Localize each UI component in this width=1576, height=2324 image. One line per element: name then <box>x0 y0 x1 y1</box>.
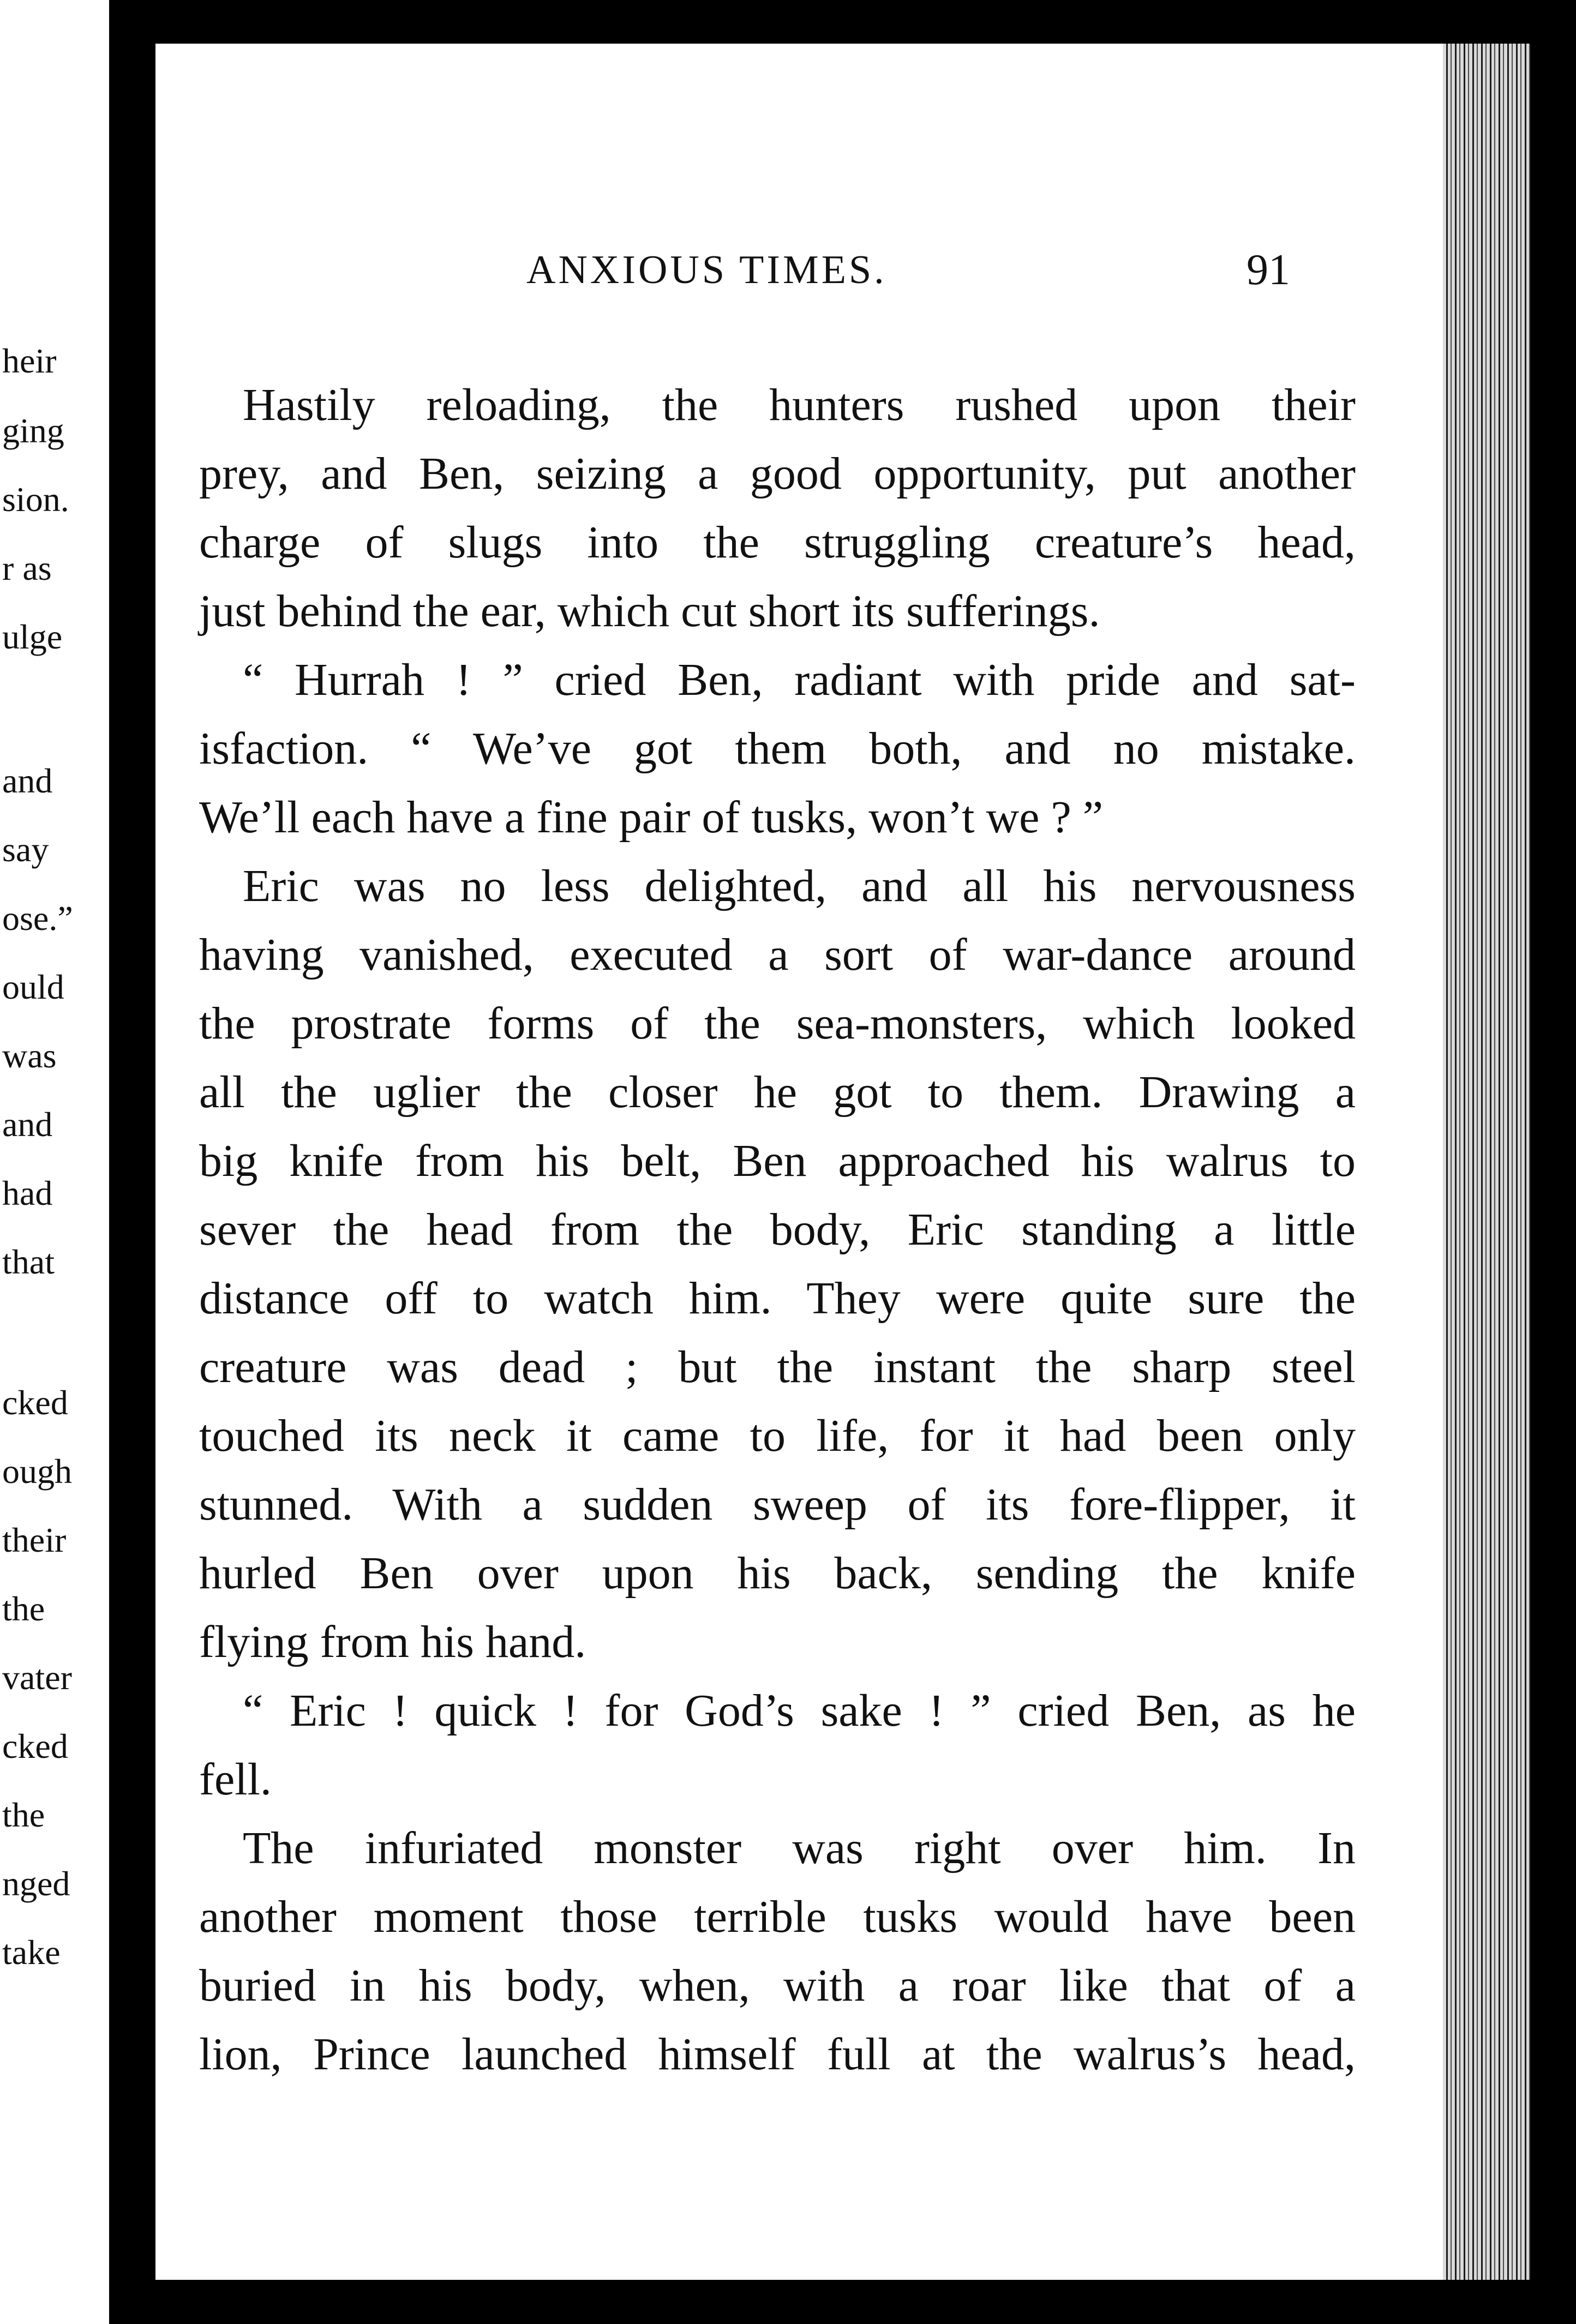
text-line: big knife from his belt, Ben approached his walrus to <box>199 1136 1356 1186</box>
text-line: hurled Ben over upon his back, sending the knife <box>199 1548 1356 1599</box>
running-head <box>155 240 1443 300</box>
text-line: having vanished, executed a sort of war-dance around <box>199 929 1356 980</box>
fragment-line: heir <box>2 341 57 380</box>
text-line: We’ll each have a fine pair of tusks, won’t we ? ” <box>199 792 1104 843</box>
fragment-line: cked <box>2 1383 68 1422</box>
text-line: isfaction. “ We’ve got them both, and no mistake. <box>199 723 1356 774</box>
binding-gutter <box>109 0 155 2324</box>
facing-page-fragment <box>0 0 109 2324</box>
text-line: buried in his body, when, with a roar like that of a <box>199 1960 1356 2011</box>
text-line: “ Hurrah ! ” cried Ben, radiant with pride and sat- <box>243 654 1356 705</box>
text-line: distance off to watch him. They were quite sure the <box>199 1273 1356 1324</box>
fragment-line: sion. <box>2 480 69 519</box>
text-line: flying from his hand. <box>199 1617 586 1667</box>
fragment-line: that <box>2 1242 55 1281</box>
fragment-line: the <box>2 1795 45 1834</box>
fragment-line: take <box>2 1933 61 1972</box>
text-line: lion, Prince launched himself full at the walrus’s head, <box>199 2029 1356 2080</box>
text-line: all the uglier the closer he got to them. Drawing a <box>199 1067 1356 1118</box>
text-line: touched its neck it came to life, for it had been only <box>199 1410 1356 1461</box>
fragment-line: ging <box>2 411 64 450</box>
text-line: stunned. With a sudden sweep of its fore-flipper, it <box>199 1479 1356 1530</box>
fragment-line: and <box>2 1105 53 1144</box>
text-line: fell. <box>199 1754 272 1805</box>
running-title: ANXIOUS TIMES. <box>526 248 887 292</box>
fragment-line: was <box>2 1036 57 1075</box>
text-line: Hastily reloading, the hunters rushed upon their <box>243 380 1356 430</box>
fragment-line: had <box>2 1174 53 1212</box>
fragment-line: vater <box>2 1658 72 1697</box>
text-line: Eric was no less delighted, and all his nervousness <box>243 861 1356 911</box>
text-line: the prostrate forms of the sea-monsters, which looked <box>199 998 1356 1049</box>
scan-border-bottom <box>109 2280 1576 2324</box>
fragment-line: ough <box>2 1452 72 1491</box>
fragment-line: nged <box>2 1864 70 1903</box>
scan-border-top <box>109 0 1576 44</box>
fragment-line: their <box>2 1521 67 1559</box>
book-page <box>155 44 1443 2280</box>
fragment-line: cked <box>2 1727 68 1765</box>
scan-border-right <box>1530 0 1576 2324</box>
fragment-line: ould <box>2 968 64 1006</box>
text-line: “ Eric ! quick ! for God’s sake ! ” cried Ben, as he <box>243 1685 1356 1736</box>
fragment-line: r as <box>2 549 52 587</box>
fragment-line: ulge <box>2 617 63 656</box>
fragment-line: the <box>2 1589 45 1628</box>
page-number: 91 <box>1247 246 1290 294</box>
text-line: creature was dead ; but the instant the sharp steel <box>199 1342 1356 1392</box>
fragment-line: ose.” <box>2 899 73 938</box>
fragment-line: say <box>2 830 49 869</box>
text-line: The infuriated monster was right over him. In <box>243 1823 1356 1873</box>
text-line: prey, and Ben, seizing a good opportunity, put another <box>199 448 1356 499</box>
text-line: sever the head from the body, Eric standing a little <box>199 1204 1356 1255</box>
text-line: charge of slugs into the struggling creature’s head, <box>199 517 1356 568</box>
text-line: just behind the ear, which cut short its sufferings. <box>199 586 1100 636</box>
fragment-line: and <box>2 761 53 800</box>
text-line: another moment those terrible tusks would have been <box>199 1891 1356 1942</box>
page-edge-noise <box>1443 44 1530 2280</box>
